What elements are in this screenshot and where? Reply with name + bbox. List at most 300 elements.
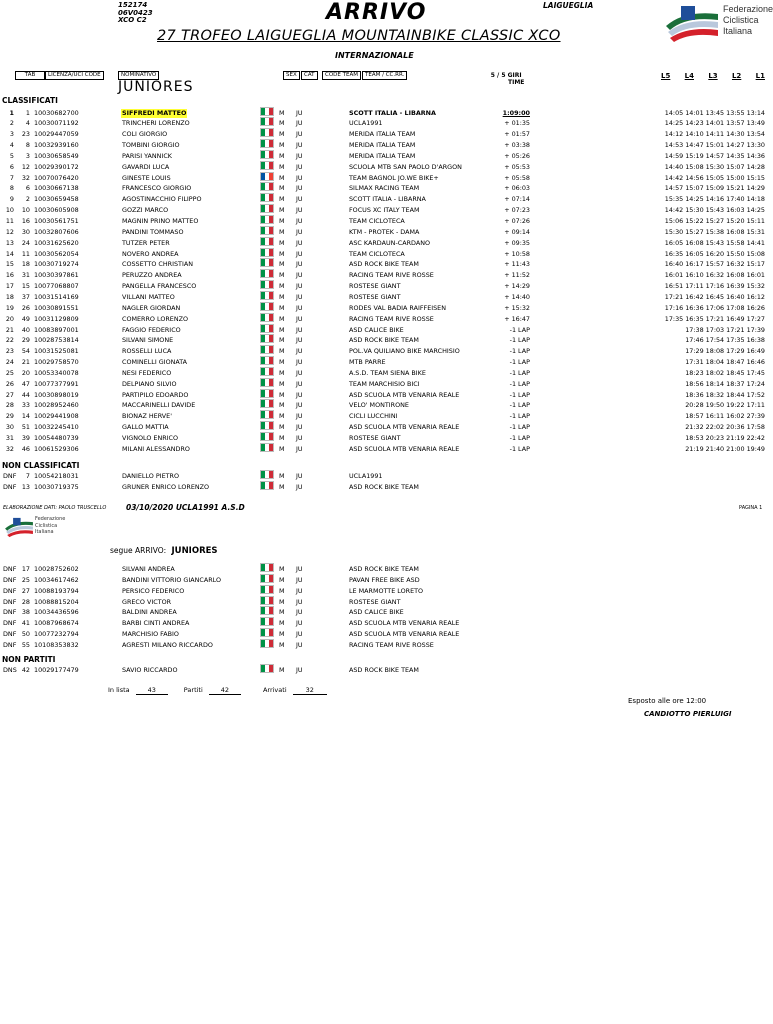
- started-value: 42: [209, 686, 241, 695]
- row-time: -1 LAP: [509, 379, 530, 388]
- flag-italy-icon: [261, 597, 273, 604]
- row-bib: 38: [21, 608, 30, 617]
- row-name: MAGNIN PRINO MATTEO: [122, 217, 199, 225]
- row-time: -1 LAP: [509, 347, 530, 356]
- row-category: JU: [296, 640, 303, 649]
- row-name: TRINCHERI LORENZO: [122, 119, 190, 128]
- row-team: RACING TEAM RIVE ROSSE: [349, 640, 434, 649]
- row-team: ASD CALICE BIKE: [349, 608, 404, 617]
- row-bib: 13: [21, 482, 30, 491]
- flag-italy-icon: [261, 357, 273, 364]
- row-license: 10029177479: [34, 666, 79, 674]
- row-bib: 24: [21, 238, 30, 247]
- row-license: 10087968674: [34, 619, 79, 628]
- flag-italy-icon: [261, 346, 273, 353]
- row-position: 7: [9, 173, 14, 182]
- arrived-value: 32: [293, 686, 327, 695]
- col-license: LICENZA/UCI CODE: [45, 71, 104, 80]
- row-position: DNS: [3, 666, 17, 674]
- table-row: [0, 390, 768, 401]
- col-l1: L1: [755, 72, 765, 80]
- row-category: JU: [296, 162, 303, 171]
- row-category: JU: [296, 666, 303, 674]
- row-time: + 09:35: [504, 238, 530, 247]
- table-row: [0, 665, 768, 676]
- row-lap-times: 17:29 18:08 17:29 16:49: [685, 347, 765, 356]
- flag-italy-icon: [261, 205, 273, 212]
- row-bib: 27: [21, 586, 30, 595]
- row-bib: 44: [21, 390, 30, 399]
- data-processing: ELABORAZIONE DATI: PAOLO TRUSCELLO: [3, 505, 107, 511]
- row-license: 10029390172: [34, 162, 79, 171]
- row-bib: 29: [21, 336, 30, 345]
- row-lap-times: 14:59 15:19 14:57 14:35 14:36: [664, 151, 765, 160]
- row-license: 10030071192: [34, 119, 79, 128]
- row-position: 8: [9, 184, 14, 193]
- row-time: + 05:58: [504, 173, 530, 182]
- exposed-time: Esposto alle ore 12:00: [628, 697, 707, 705]
- row-position: 30: [5, 423, 14, 432]
- table-row: [0, 597, 768, 608]
- flag-italy-icon: [261, 314, 273, 321]
- flag-italy-icon: [261, 368, 273, 375]
- row-name: BALDINI ANDREA: [122, 608, 177, 617]
- row-team: SCOTT ITALIA - LIBARNA: [349, 195, 426, 204]
- row-lap-times: 15:30 15:27 15:38 16:08 15:31: [664, 227, 765, 236]
- row-category: JU: [296, 608, 303, 617]
- row-team: ASD SCUOLA MTB VENARIA REALE: [349, 390, 460, 399]
- row-license: 10028952460: [34, 401, 79, 410]
- row-position: DNF: [3, 640, 17, 649]
- row-position: 4: [9, 141, 14, 150]
- flag-italy-icon: [261, 227, 273, 234]
- row-name: SILVANI SIMONE: [122, 336, 174, 345]
- flag-italy-icon: [261, 292, 273, 299]
- row-sex: M: [279, 597, 285, 606]
- row-lap-times: 16:05 16:08 15:43 15:58 14:41: [664, 238, 765, 247]
- row-category: JU: [296, 565, 303, 573]
- row-sex: M: [279, 347, 285, 356]
- row-team: TEAM MARCHISIO BICI: [349, 379, 420, 388]
- row-license: 10030605908: [34, 206, 79, 215]
- row-sex: M: [279, 292, 285, 301]
- table-row: [0, 151, 768, 162]
- flag-italy-icon: [261, 629, 273, 636]
- flag-italy-icon: [261, 564, 273, 571]
- row-bib: 17: [21, 565, 30, 573]
- row-category: JU: [296, 227, 303, 236]
- row-lap-times: 17:38 17:03 17:21 17:39: [685, 325, 765, 334]
- row-name: GRUNER ENRICO LORENZO: [122, 482, 210, 491]
- row-sex: M: [279, 565, 285, 573]
- table-row: [0, 216, 768, 227]
- row-sex: M: [279, 173, 285, 182]
- arrived-label: Arrivati: [262, 686, 287, 694]
- flag-italy-icon: [261, 216, 273, 223]
- row-name: GINESTE LOUIS: [122, 173, 171, 182]
- row-category: JU: [296, 390, 303, 399]
- row-bib: 30: [21, 227, 30, 236]
- row-team: MTB PARRE: [349, 358, 386, 367]
- row-team: CICLI LUCCHINI: [349, 412, 398, 421]
- row-sex: M: [279, 314, 285, 323]
- flag-italy-icon: [261, 575, 273, 582]
- col-name: NOMINATIVO: [118, 71, 159, 80]
- row-sex: M: [279, 336, 285, 345]
- row-bib: 51: [21, 423, 30, 432]
- row-time: + 07:26: [504, 217, 530, 225]
- row-sex: M: [279, 444, 285, 453]
- table-row: [0, 238, 768, 249]
- flag-italy-icon: [261, 129, 273, 136]
- row-time: + 07:23: [504, 206, 530, 215]
- row-name: SIFFREDI MATTEO: [122, 108, 187, 117]
- table-row: [0, 586, 768, 597]
- row-time: 1:09:00: [502, 108, 530, 117]
- row-team: TEAM BAGNOL JO.WE BIKE+: [349, 173, 439, 182]
- row-team: ROSTESE GIANT: [349, 434, 401, 442]
- row-bib: 14: [21, 412, 30, 421]
- federation-name: [723, 4, 773, 37]
- row-team: FOCUS XC ITALY TEAM: [349, 206, 420, 215]
- table-row: [0, 575, 768, 586]
- row-license: 10029447059: [34, 130, 79, 139]
- row-position: 13: [5, 238, 14, 247]
- row-bib: 41: [21, 619, 30, 628]
- row-name: MILANI ALESSANDRO: [122, 444, 190, 453]
- federation-small-line-1: Federazione: [35, 516, 66, 522]
- row-bib: 37: [21, 292, 30, 301]
- row-lap-times: 18:57 16:11 16:02 27:39: [685, 412, 765, 421]
- row-sex: M: [279, 271, 285, 280]
- row-lap-times: 17:35 16:35 17:21 16:49 17:27: [664, 314, 765, 323]
- row-name: TUTZER PETER: [122, 238, 170, 247]
- row-sex: M: [279, 249, 285, 258]
- flag-italy-icon: [261, 281, 273, 288]
- row-category: JU: [296, 314, 303, 323]
- table-row: [0, 357, 768, 368]
- row-category: JU: [296, 282, 303, 291]
- flag-italy-icon: [261, 194, 273, 201]
- flag-italy-icon: [261, 607, 273, 614]
- row-position: 27: [5, 390, 14, 399]
- row-position: 19: [5, 303, 14, 312]
- row-name: PARTIPILO EDOARDO: [122, 390, 189, 399]
- flag-italy-icon: [261, 379, 273, 386]
- table-row: [0, 129, 768, 140]
- row-lap-times: 16:35 16:05 16:20 15:50 15:08: [664, 249, 765, 258]
- row-bib: 6: [25, 184, 30, 193]
- row-license: 10028752602: [34, 565, 79, 573]
- row-name: NAGLER GIORDAN: [122, 303, 181, 312]
- row-time: -1 LAP: [509, 336, 530, 345]
- row-sex: M: [279, 303, 285, 312]
- row-lap-times: 14:40 15:08 15:30 15:07 14:28: [664, 162, 765, 171]
- flag-italy-icon: [261, 325, 273, 332]
- table-row: [0, 292, 768, 303]
- row-name: COMERRO LORENZO: [122, 314, 189, 323]
- row-team: ASD ROCK BIKE TEAM: [349, 565, 419, 573]
- row-bib: 32: [21, 173, 30, 182]
- row-position: DNF: [3, 619, 17, 628]
- row-bib: 39: [21, 434, 30, 442]
- row-time: + 11:52: [504, 271, 530, 280]
- flag-italy-icon: [261, 238, 273, 245]
- lap-columns: [661, 72, 765, 80]
- row-position: 14: [5, 249, 14, 258]
- row-category: JU: [296, 184, 303, 193]
- row-team: ASD SCUOLA MTB VENARIA REALE: [349, 630, 460, 639]
- row-license: 10031129809: [34, 314, 79, 323]
- row-position: 5: [9, 151, 14, 160]
- row-sex: M: [279, 482, 285, 491]
- continued-category: JUNIORES: [171, 546, 218, 556]
- row-time: -1 LAP: [509, 434, 530, 442]
- row-sex: M: [279, 206, 285, 215]
- row-bib: 11: [21, 249, 30, 258]
- table-row: [0, 162, 768, 173]
- flag-italy-icon: [261, 411, 273, 418]
- row-category: JU: [296, 173, 303, 182]
- row-bib: 16: [21, 217, 30, 225]
- row-license: 10031625620: [34, 238, 79, 247]
- row-category: JU: [296, 630, 303, 639]
- row-position: 1: [9, 108, 14, 117]
- flag-italy-icon: [261, 444, 273, 451]
- row-sex: M: [279, 141, 285, 150]
- row-lap-times: 18:23 18:02 18:45 17:45: [685, 368, 765, 377]
- row-position: 29: [5, 412, 14, 421]
- row-license: 10030658549: [34, 151, 79, 160]
- row-team: PAVAN FREE BIKE ASD: [349, 575, 420, 584]
- row-category: JU: [296, 434, 303, 442]
- section-classified: CLASSIFICATI: [2, 96, 58, 105]
- table-row: [0, 303, 768, 314]
- race-code: [118, 2, 153, 25]
- row-time: + 11:43: [504, 260, 530, 269]
- table-row: [0, 400, 768, 411]
- row-position: 32: [5, 444, 14, 453]
- row-license: 10029758570: [34, 358, 79, 367]
- row-team: ASD ROCK BIKE TEAM: [349, 260, 419, 269]
- table-row: [0, 368, 768, 379]
- table-row: [0, 173, 768, 184]
- row-lap-times: 14:25 14:23 14:01 13:57 13:49: [664, 119, 765, 128]
- row-sex: M: [279, 130, 285, 139]
- race-code-3: XCO C2: [118, 16, 147, 24]
- row-sex: M: [279, 608, 285, 617]
- fci-emblem-small-icon: [4, 516, 34, 538]
- federation-line-1: Federazione: [723, 4, 773, 14]
- col-cat: CAT: [301, 71, 318, 80]
- row-position: 18: [5, 292, 14, 301]
- row-sex: M: [279, 379, 285, 388]
- row-name: GRECO VICTOR: [122, 597, 172, 606]
- page-title: ARRIVO: [326, 0, 427, 25]
- row-team: ASD SCUOLA MTB VENARIA REALE: [349, 444, 460, 453]
- row-sex: M: [279, 358, 285, 367]
- row-bib: 3: [25, 151, 30, 160]
- row-bib: 40: [21, 325, 30, 334]
- federation-small-line-2: Ciclistica: [35, 522, 58, 529]
- row-license: 10029441908: [34, 412, 79, 421]
- row-name: DELPIANO SILVIO: [122, 379, 177, 388]
- row-name: GAVARDI LUCA: [122, 162, 170, 171]
- table-row: [0, 227, 768, 238]
- row-sex: M: [279, 586, 285, 595]
- flag-italy-icon: [261, 400, 273, 407]
- federation-line-3: Italiana: [723, 26, 753, 36]
- table-row: [0, 270, 768, 281]
- col-sex: SEX: [283, 71, 300, 80]
- row-team: UCLA1991: [349, 119, 383, 128]
- row-lap-times: 17:21 16:42 16:45 16:40 16:12: [664, 292, 765, 301]
- table-row: [0, 118, 768, 129]
- row-team: RODES VAL BADIA RAIFFEISEN: [349, 303, 446, 312]
- flag-italy-icon: [261, 108, 273, 115]
- row-team: TEAM CICLOTECA: [349, 217, 405, 225]
- row-name: VILLANI MATTEO: [122, 292, 175, 301]
- row-position: 15: [5, 260, 14, 269]
- row-license: 10030682700: [34, 108, 79, 117]
- row-license: 10028753814: [34, 336, 79, 345]
- row-sex: M: [279, 412, 285, 421]
- row-time: -1 LAP: [509, 401, 530, 410]
- row-position: 16: [5, 271, 14, 280]
- row-name: GALLO MATTIA: [122, 423, 169, 432]
- row-bib: 7: [25, 472, 30, 480]
- row-category: JU: [296, 472, 303, 480]
- race-subtitle: 27 TROFEO LAIGUEGLIA MOUNTAINBIKE CLASSIC XCO: [157, 28, 561, 44]
- row-name: BIONAZ HERVE': [122, 412, 172, 421]
- row-bib: 15: [21, 282, 30, 291]
- row-lap-times: 20:28 19:50 19:22 17:11: [685, 401, 765, 410]
- row-position: DNF: [3, 472, 17, 480]
- row-bib: 47: [21, 379, 30, 388]
- col-l3: L3: [708, 72, 718, 80]
- row-lap-times: 17:31 18:04 18:47 16:46: [685, 358, 765, 367]
- flag-italy-icon: [261, 471, 273, 478]
- row-team: UCLA1991: [349, 472, 383, 480]
- row-category: JU: [296, 325, 303, 334]
- table-row: [0, 325, 768, 336]
- row-time: + 10:58: [504, 249, 530, 258]
- row-position: 20: [5, 314, 14, 323]
- race-level: INTERNAZIONALE: [335, 51, 414, 60]
- table-row: [0, 564, 768, 575]
- row-team: MERIDA ITALIA TEAM: [349, 130, 416, 139]
- laps-time-header: [488, 72, 524, 86]
- row-time: + 09:14: [504, 227, 530, 236]
- flag-italy-icon: [261, 482, 273, 489]
- row-position: 28: [5, 401, 14, 410]
- row-category: JU: [296, 347, 303, 356]
- row-name: ROSSELLI LUCA: [122, 347, 172, 356]
- row-bib: 20: [21, 368, 30, 377]
- row-team: ASC KARDAUN-CARDANO: [349, 238, 431, 247]
- row-sex: M: [279, 119, 285, 128]
- race-code-1: 152174: [118, 1, 148, 9]
- flag-italy-icon: [261, 183, 273, 190]
- row-lap-times: 17:46 17:54 17:35 16:38: [685, 336, 765, 345]
- table-row: [0, 411, 768, 422]
- section-not-classified: NON CLASSIFICATI: [2, 461, 80, 470]
- row-position: 6: [9, 162, 14, 171]
- row-sex: M: [279, 472, 285, 480]
- in-list-value: 43: [136, 686, 168, 695]
- row-license: 10031514169: [34, 292, 79, 301]
- row-team: SILMAX RACING TEAM: [349, 184, 420, 193]
- row-name: BARBI CINTI ANDREA: [122, 619, 190, 628]
- row-lap-times: 18:56 18:14 18:37 17:24: [685, 379, 765, 388]
- row-license: 10077377991: [34, 379, 79, 388]
- row-sex: M: [279, 325, 285, 334]
- row-sex: M: [279, 434, 285, 442]
- row-sex: M: [279, 108, 285, 117]
- page-number: PAGINA 1: [739, 505, 763, 511]
- row-lap-times: 15:35 14:25 14:16 17:40 14:18: [664, 195, 765, 204]
- row-lap-times: 18:53 20:23 21:19 22:42: [685, 434, 765, 442]
- flag-italy-icon: [261, 618, 273, 625]
- row-team: RACING TEAM RIVE ROSSE: [349, 314, 434, 323]
- row-license: 10030397861: [34, 271, 79, 280]
- row-license: 10054480739: [34, 434, 79, 442]
- row-lap-times: 14:42 14:56 15:05 15:00 15:15: [664, 173, 765, 182]
- row-category: JU: [296, 368, 303, 377]
- row-license: 10030561751: [34, 217, 79, 225]
- row-position: DNF: [3, 565, 17, 573]
- row-license: 10030562054: [34, 249, 79, 258]
- flag-italy-icon: [261, 640, 273, 647]
- row-position: 2: [9, 119, 14, 128]
- row-bib: 46: [21, 444, 30, 453]
- flag-italy-icon: [261, 422, 273, 429]
- fci-emblem-icon: [664, 4, 720, 42]
- row-position: 17: [5, 282, 14, 291]
- row-name: SILVANI ANDREA: [122, 565, 175, 573]
- row-license: 10054218031: [34, 472, 79, 480]
- row-license: 10030667138: [34, 184, 79, 193]
- row-time: -1 LAP: [509, 444, 530, 453]
- row-bib: 1: [25, 108, 30, 117]
- row-position: 26: [5, 379, 14, 388]
- row-sex: M: [279, 401, 285, 410]
- row-name: PANDINI TOMMASO: [122, 227, 184, 236]
- table-row: [0, 140, 768, 151]
- table-row: [0, 314, 768, 325]
- row-position: 25: [5, 368, 14, 377]
- row-name: SAVIO RICCARDO: [122, 666, 178, 674]
- row-position: 23: [5, 347, 14, 356]
- row-license: 10032245410: [34, 423, 79, 432]
- row-team: LE MARMOTTE LORETO: [349, 586, 424, 595]
- row-name: DANIELLO PIETRO: [122, 472, 179, 480]
- row-lap-times: 14:57 15:07 15:09 15:21 14:29: [664, 184, 765, 193]
- row-category: JU: [296, 303, 303, 312]
- flag-italy-icon: [261, 118, 273, 125]
- row-name: GOZZI MARCO: [122, 206, 169, 215]
- row-category: JU: [296, 141, 303, 150]
- row-team: ROSTESE GIANT: [349, 282, 401, 291]
- row-license: 10077232794: [34, 630, 79, 639]
- row-name: COLI GIORGIO: [122, 130, 168, 139]
- row-time: -1 LAP: [509, 358, 530, 367]
- row-team: KTM - PROTEK - DAMA: [349, 227, 420, 236]
- row-time: + 01:57: [504, 130, 530, 139]
- federation-logo: [664, 2, 773, 44]
- row-sex: M: [279, 368, 285, 377]
- table-row: [0, 108, 768, 119]
